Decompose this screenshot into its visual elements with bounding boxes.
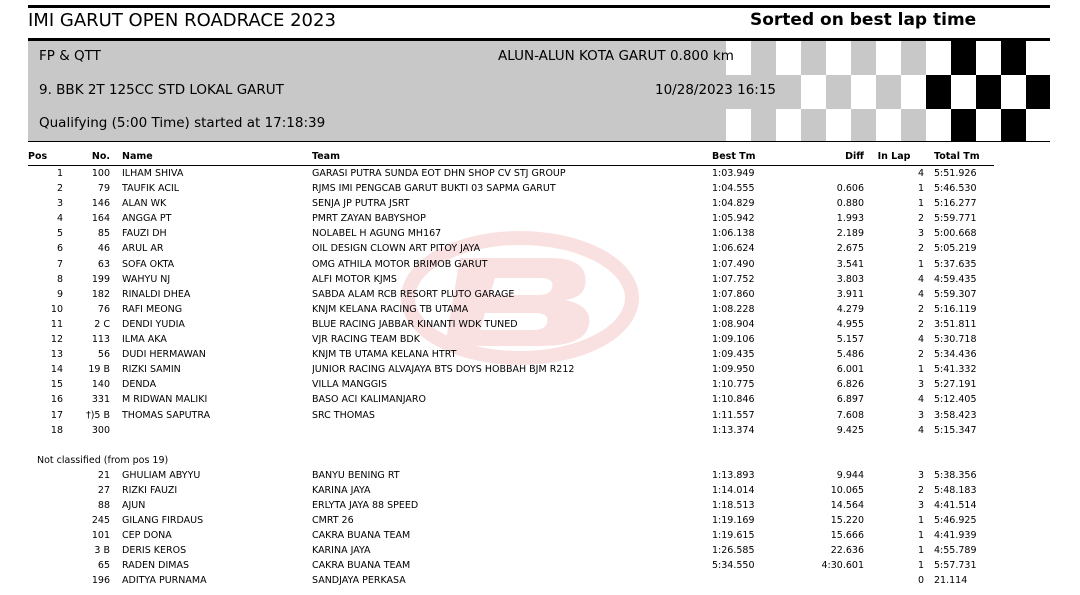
cell-total: 4:55.789 [934,545,977,557]
venue: ALUN-ALUN KOTA GARUT 0.800 km [498,48,734,64]
cell-diff: 9.425 [836,424,864,436]
col-best-header: Best Tm [712,149,800,166]
cell-best: 1:10.846 [712,394,755,406]
cell-total: 5:05.219 [934,243,977,255]
cell-total: 5:34.436 [934,349,977,361]
cell-pos: 2 [56,183,63,195]
cell-team: SANDJAYA PERKASA [312,575,406,587]
table-row [28,302,994,317]
cell-lap: 2 [917,303,924,315]
table-row [28,498,994,513]
cell-name: WAHYU NJ [122,273,171,285]
cell-diff: 4.955 [836,318,864,330]
table-row [28,166,994,182]
cell-diff: 1.993 [836,213,864,225]
cell-total: 5:27.191 [934,379,977,391]
cell-diff: 3.803 [836,273,864,285]
cell-total: 5:59.307 [934,288,977,300]
table-row [28,408,994,423]
cell-lap: 1 [917,258,924,270]
cell-total: 4:41.939 [934,530,977,542]
table-row [28,317,994,332]
table-row [28,241,994,256]
table-row [28,287,994,302]
cell-diff: 15.220 [830,515,864,527]
cell-pos: 10 [50,303,63,315]
cell-total: 4:41.514 [934,499,977,511]
cell-team: BASO ACI KALIMANJARO [312,394,426,406]
cell-lap: 3 [917,409,924,421]
cell-no: 27 [97,484,110,496]
cell-name: RIZKI FAUZI [122,484,178,496]
cell-diff: 0.880 [836,198,864,210]
event-title: IMI GARUT OPEN ROADRACE 2023 [28,10,336,31]
cell-team: KNJM TB UTAMA KELANA HTRT [312,349,457,361]
cell-best: 1:09.106 [712,334,755,346]
cell-lap: 0 [917,575,924,587]
cell-diff: 14.564 [830,499,864,511]
cell-best: 1:03.949 [712,168,755,179]
cell-lap: 3 [917,469,924,481]
cell-no: †)5 B [85,409,110,421]
cell-diff: 3.541 [836,258,864,270]
cell-pos: 12 [50,334,63,346]
cell-lap: 4 [917,273,924,285]
cell-name: ALAN WK [122,198,167,210]
cell-diff: 22.636 [830,545,864,557]
cell-total: 5:16.277 [934,198,977,210]
cell-pos [28,558,63,573]
cell-pos: 3 [56,198,63,210]
cell-no: 164 [91,213,110,225]
cell-no: 63 [97,258,110,270]
cell-best: 1:26.585 [712,545,755,557]
cell-total: 4:59.435 [934,273,977,285]
cell-lap: 3 [917,228,924,240]
cell-total: 5:12.405 [934,394,977,406]
cell-team: PMRT ZAYAN BABYSHOP [312,213,426,225]
header-band [28,38,1050,142]
session-info: Qualifying (5:00 Time) started at 17:18:39 [39,115,326,131]
table-row [28,528,994,543]
cell-team: RJMS IMI PENGCAB GARUT BUKTI 03 SAPMA GARUT [312,183,556,195]
cell-lap: 2 [917,318,924,330]
cell-pos: 18 [50,424,63,436]
cell-diff: 15.666 [830,530,864,542]
cell-best: 1:06.624 [712,243,755,255]
cell-team: ALFI MOTOR KJMS [312,273,397,285]
cell-total: 5:00.668 [934,228,977,240]
cell-pos: 16 [50,394,63,406]
cell-pos [28,513,63,528]
cell-name: DERIS KEROS [122,545,187,557]
cell-no: 79 [97,183,110,195]
table-row [28,362,994,377]
cell-no: 76 [97,303,110,315]
cell-pos: 7 [56,258,63,270]
cell-lap: 2 [917,213,924,225]
cell-best: 1:06.138 [712,228,755,240]
cell-diff: 9.944 [836,469,864,481]
cell-name: RADEN DIMAS [122,560,190,572]
cell-name: ILHAM SHIVA [122,168,184,179]
cell-best [712,573,800,588]
cell-best: 1:07.752 [712,273,755,285]
cell-pos: 14 [50,364,63,376]
table-row [28,347,994,362]
table-row [28,332,994,347]
cell-team: KNJM KELANA RACING TB UTAMA [312,303,469,315]
cell-best: 1:09.950 [712,364,755,376]
cell-diff [800,573,864,588]
cell-name: DENDA [122,379,157,391]
top-rule [28,5,1050,8]
cell-diff: 10.065 [830,484,864,496]
cell-pos: 17 [50,409,63,421]
results-body [28,166,994,589]
cell-team: ERLYTA JAYA 88 SPEED [312,499,419,511]
cell-no: 113 [91,334,110,346]
cell-no: 85 [97,228,110,240]
cell-best: 1:14.014 [712,484,755,496]
cell-best: 1:04.555 [712,183,755,195]
cell-team: VILLA MANGGIS [312,379,387,391]
cell-pos: 6 [56,243,63,255]
cell-no: 3 B [94,545,110,557]
cell-lap: 4 [917,394,924,406]
cell-team: CAKRA BUANA TEAM [312,530,411,542]
cell-team: JUNIOR RACING ALVAJAYA BTS DOYS HOBBAH BJM R212 [312,364,575,376]
cell-no: 21 [97,469,110,481]
cell-name: ADITYA PURNAMA [122,575,207,587]
cell-team: CMRT 26 [312,515,354,527]
col-no-header: No. [63,149,110,166]
cell-no: 199 [91,273,110,285]
cell-lap: 1 [917,183,924,195]
cell-name: AJUN [122,499,146,511]
table-row [28,226,994,241]
cell-team: SABDA ALAM RCB RESORT PLUTO GARAGE [312,288,515,300]
cell-lap: 4 [917,424,924,436]
cell-no: 196 [91,575,110,587]
class-name: 9. BBK 2T 125CC STD LOKAL GARUT [39,82,284,98]
cell-best: 1:11.557 [712,409,755,421]
cell-no: 46 [97,243,110,255]
results-table [28,149,994,589]
cell-best: 1:13.893 [712,469,755,481]
cell-total: 5:51.926 [934,168,977,179]
cell-pos [28,498,63,513]
cell-total: 3:51.811 [934,318,977,330]
cell-no: 2 C [94,318,110,330]
cell-best: 1:19.169 [712,515,755,527]
cell-team: SRC THOMAS [312,409,375,421]
table-row [28,543,994,558]
cell-pos: 13 [50,349,63,361]
cell-diff: 2.675 [836,243,864,255]
cell-best: 5:34.550 [712,560,755,572]
cell-lap: 4 [917,168,924,179]
cell-name: GILANG FIRDAUS [122,515,204,527]
cell-best: 1:09.435 [712,349,755,361]
cell-lap: 4 [917,288,924,300]
table-row [28,377,994,392]
cell-best: 1:10.775 [712,379,755,391]
cell-best: 1:04.829 [712,198,755,210]
cell-total: 5:30.718 [934,334,977,346]
cell-lap: 1 [917,515,924,527]
not-classified-heading: Not classified (from pos 19) [37,454,169,466]
cell-diff: 6.001 [836,364,864,376]
cell-no: 100 [91,168,110,179]
table-row [28,513,994,528]
table-row [28,423,994,438]
cell-total: 5:57.731 [934,560,977,572]
cell-lap: 4 [917,334,924,346]
cell-total: 3:58.423 [934,409,977,421]
col-pos-header: Pos [28,149,63,166]
cell-total: 5:15.347 [934,424,977,436]
table-row [28,573,994,588]
cell-lap: 1 [917,530,924,542]
cell-lap: 3 [917,499,924,511]
table-row [28,558,994,573]
cell-total: 5:48.183 [934,484,977,496]
cell-name: FAUZI DH [122,228,167,240]
cell-lap: 1 [917,560,924,572]
cell-pos: 11 [50,318,63,330]
table-header-row [28,149,994,166]
cell-name: DENDI YUDIA [122,318,185,330]
cell-best: 1:08.228 [712,303,755,315]
cell-name: RIZKI SAMIN [122,364,181,376]
cell-diff: 5.157 [836,334,864,346]
cell-team: VJR RACING TEAM BDK [312,334,420,346]
cell-team: NOLABEL H AGUNG MH167 [312,228,442,240]
cell-pos: 1 [56,168,63,179]
cell-total: 5:37.635 [934,258,977,270]
table-row [28,211,994,226]
cell-lap: 2 [917,349,924,361]
cell-best: 1:05.942 [712,213,755,225]
cell-name: M RIDWAN MALIKI [122,394,208,406]
cell-no: 331 [91,394,110,406]
cell-total: 5:16.119 [934,303,977,315]
table-row [28,181,994,196]
cell-name: ILMA AKA [122,334,167,346]
cell-no: 146 [91,198,110,210]
cell-best: 1:07.490 [712,258,755,270]
col-name-header: Name [122,149,312,166]
cell-pos: 8 [56,273,63,285]
cell-team: OMG ATHILA MOTOR BRIMOB GARUT [312,258,488,270]
cell-pos: 5 [56,228,63,240]
cell-no: 245 [91,515,110,527]
cell-total: 5:59.771 [934,213,977,225]
cell-total: 5:41.332 [934,364,977,376]
cell-total: 5:46.530 [934,183,977,195]
table-row [28,257,994,272]
cell-name: ARUL AR [122,243,164,255]
cell-diff: 4:30.601 [821,560,864,572]
cell-lap: 2 [917,243,924,255]
cell-pos: 4 [56,213,63,225]
cell-name: SOFA OKTA [122,258,175,270]
not-classified-heading-row [28,453,994,468]
cell-best: 1:07.860 [712,288,755,300]
cell-lap: 1 [917,198,924,210]
cell-name: GHULIAM ABYYU [122,469,201,481]
cell-lap: 3 [917,379,924,391]
col-team-header: Team [312,149,712,166]
cell-no: 140 [91,379,110,391]
cell-pos [28,528,63,543]
cell-name: RAFI MEONG [122,303,183,315]
cell-no: 65 [97,560,110,572]
cell-team: CAKRA BUANA TEAM [312,560,411,572]
cell-no: 19 B [88,364,110,376]
cell-diff: 6.897 [836,394,864,406]
cell-name: RINALDI DHEA [122,288,191,300]
cell-team: BANYU BENING RT [312,469,400,481]
cell-no: 88 [97,499,110,511]
session-name: FP & QTT [39,48,101,64]
cell-total: 5:46.925 [934,515,977,527]
cell-name: TAUFIK ACIL [122,183,180,195]
cell-pos [28,573,63,588]
cell-no: 101 [91,530,110,542]
cell-team [312,423,712,438]
cell-best: 1:19.615 [712,530,755,542]
cell-name: CEP DONA [122,530,172,542]
cell-team: BLUE RACING JABBAR KINANTI WDK TUNED [312,318,518,330]
cell-no: 56 [97,349,110,361]
col-diff-header: Diff [800,149,864,166]
cell-name: DUDI HERMAWAN [122,349,206,361]
cell-team: GARASI PUTRA SUNDA EOT DHN SHOP CV STJ GROUP [312,168,566,179]
cell-diff: 4.279 [836,303,864,315]
cell-lap: 1 [917,545,924,557]
cell-pos: 15 [50,379,63,391]
cell-pos [28,468,63,483]
cell-pos [28,543,63,558]
cell-team: KARINA JAYA [312,484,371,496]
cell-name [122,423,312,438]
cell-team: KARINA JAYA [312,545,371,557]
band-bottom-rule [28,141,1050,142]
cell-total: 21.114 [934,575,968,587]
cell-name: THOMAS SAPUTRA [122,409,211,421]
col-lap-header: In Lap [864,149,924,166]
cell-diff: 0.606 [836,183,864,195]
cell-name: ANGGA PT [122,213,172,225]
cell-diff: 2.189 [836,228,864,240]
cell-lap: 2 [917,484,924,496]
cell-team: OIL DESIGN CLOWN ART PITOY JAYA [312,243,481,255]
table-row [28,392,994,407]
cell-pos: 9 [56,288,63,300]
cell-best: 1:08.904 [712,318,755,330]
table-row [28,196,994,211]
table-row [28,272,994,287]
cell-no: 182 [91,288,110,300]
cell-diff [800,166,864,182]
sort-label: Sorted on best lap time [750,10,977,30]
cell-best: 1:18.513 [712,499,755,511]
cell-no: 300 [91,424,110,436]
table-row [28,468,994,483]
col-total-header: Total Tm [934,149,994,166]
cell-total: 5:38.356 [934,469,977,481]
session-datetime: 10/28/2023 16:15 [655,82,777,98]
cell-lap: 1 [917,364,924,376]
cell-pos [28,483,63,498]
cell-diff: 3.911 [836,288,864,300]
cell-diff: 5.486 [836,349,864,361]
cell-diff: 6.826 [836,379,864,391]
table-row [28,483,994,498]
cell-diff: 7.608 [836,409,864,421]
cell-team: SENJA JP PUTRA JSRT [312,198,410,210]
cell-best: 1:13.374 [712,424,755,436]
